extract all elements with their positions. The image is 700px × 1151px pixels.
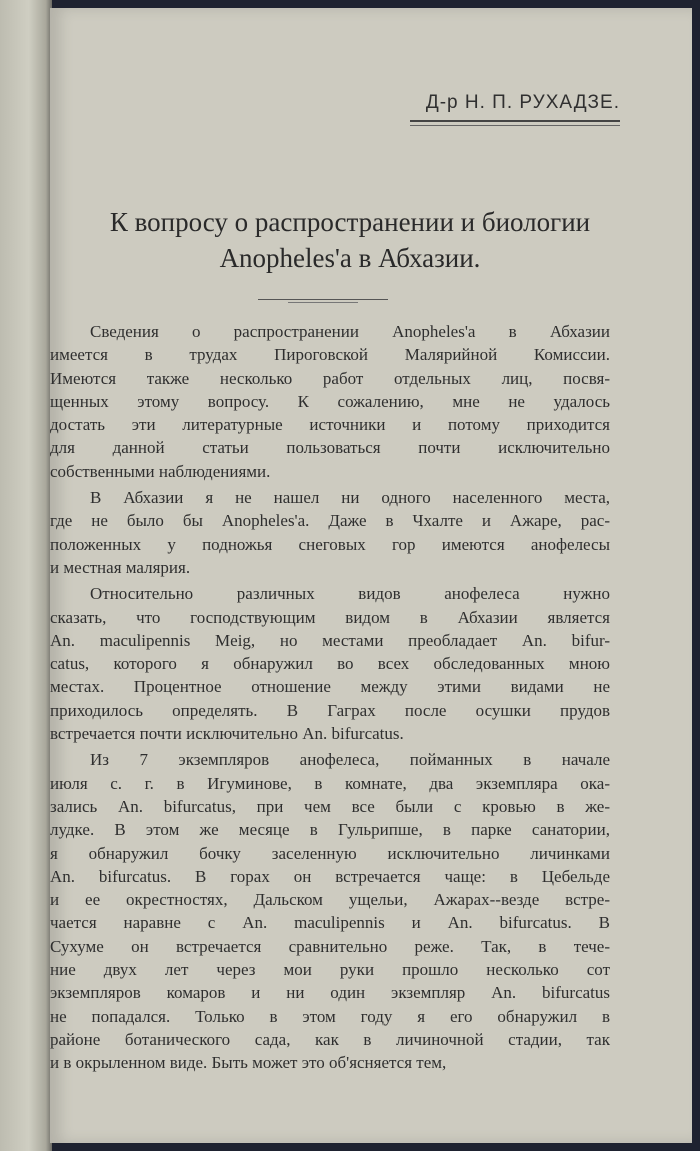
paragraph (50, 748, 610, 1074)
text-line: и ее окрестностях, Дальском ущельи, Ажарах--везде встре- (50, 890, 610, 910)
text-line: и в окрыленном виде. Быть может это об'ясняется тем, (50, 1053, 447, 1073)
book-page (50, 8, 692, 1143)
text-line: зались An. bifurcatus, при чем все были с кровью в же- (50, 796, 610, 816)
text-line: приходилось определять. В Гаграх после осушки прудов (50, 700, 610, 720)
text-line: достать эти литературные источники и потому приходится (50, 415, 610, 435)
article-title (50, 204, 650, 276)
title-divider-short (288, 302, 358, 303)
text-line: имеется в трудах Пироговской Малярийной Комиссии. (50, 345, 610, 365)
title-divider (258, 299, 388, 300)
text-line: лудке. В этом же месяце в Гульрипше, в парке санатории, (50, 820, 610, 840)
text-line: июля с. г. в Игуминове, в комнате, два экземпляра ока- (50, 773, 610, 793)
text-line: щенных этому вопросу. К сожалению, мне не удалось (50, 391, 610, 411)
text-line: Сухуме он встречается сравнительно реже. Так, в тече- (50, 936, 610, 956)
text-line: положенных у подножья снеговых гор имеются анофелесы (50, 534, 610, 554)
author-underline (410, 120, 620, 122)
text-line: ние двух лет через мои руки прошло несколько сот (50, 960, 610, 980)
paragraph (50, 582, 610, 745)
text-line: сказать, что господствующим видом в Абхазии является (50, 607, 610, 627)
text-line: я обнаружил бочку заселенную исключительно личинками (50, 843, 610, 863)
title-line: К вопросу о распространении и биологии (109, 207, 591, 237)
author-name: Д-р Н. П. РУХАДЗЕ. (425, 92, 620, 113)
left-page-edge (0, 0, 52, 1151)
text-line: экземпляров комаров и ни один экземпляр An. bifurcatus (50, 983, 610, 1003)
text-line: В Абхазии я не нашел ни одного населенного места, (90, 488, 610, 508)
text-line: для данной статьи пользоваться почти исключительно (50, 438, 610, 458)
text-line: Сведения о распространении Anopheles'а в Абхазии (90, 322, 610, 341)
text-line: и местная малярия. (50, 557, 191, 577)
text-line: собственными наблюдениями. (50, 461, 271, 481)
paragraph (50, 320, 610, 483)
article-body (50, 320, 610, 1078)
paragraph (50, 486, 610, 579)
text-line: Относительно различных видов анофелеса нужно (90, 584, 610, 604)
title-line: Anopheles'а в Абхазии. (219, 243, 481, 273)
text-line: Из 7 экземпляров анофелеса, пойманных в начале (90, 750, 610, 770)
author-underline-thin (410, 125, 620, 126)
text-line: An. bifurcatus. В горах он встречается чаще: в Цебельде (50, 866, 610, 886)
text-line: чается наравне с An. maculipennis и An. bifurcatus. В (50, 913, 610, 933)
text-line: местах. Процентное отношение между этими видами не (50, 677, 610, 697)
text-line: An. maculipennis Meig, но местами преобладает An. bifur- (50, 630, 610, 650)
text-line: районе ботанического сада, как в личиночной стадии, так (50, 1029, 610, 1049)
text-line: не попадался. Только в этом году я его обнаружил в (50, 1006, 610, 1026)
text-line: где не было бы Anopheles'а. Даже в Чхалте и Ажаре, рас- (50, 511, 610, 531)
text-line: catus, которого я обнаружил во всех обследованных мною (50, 654, 610, 674)
text-line: Имеются также несколько работ отдельных лиц, посвя- (50, 368, 610, 388)
text-line: встречается почти исключительно An. bifurcatus. (50, 724, 404, 744)
